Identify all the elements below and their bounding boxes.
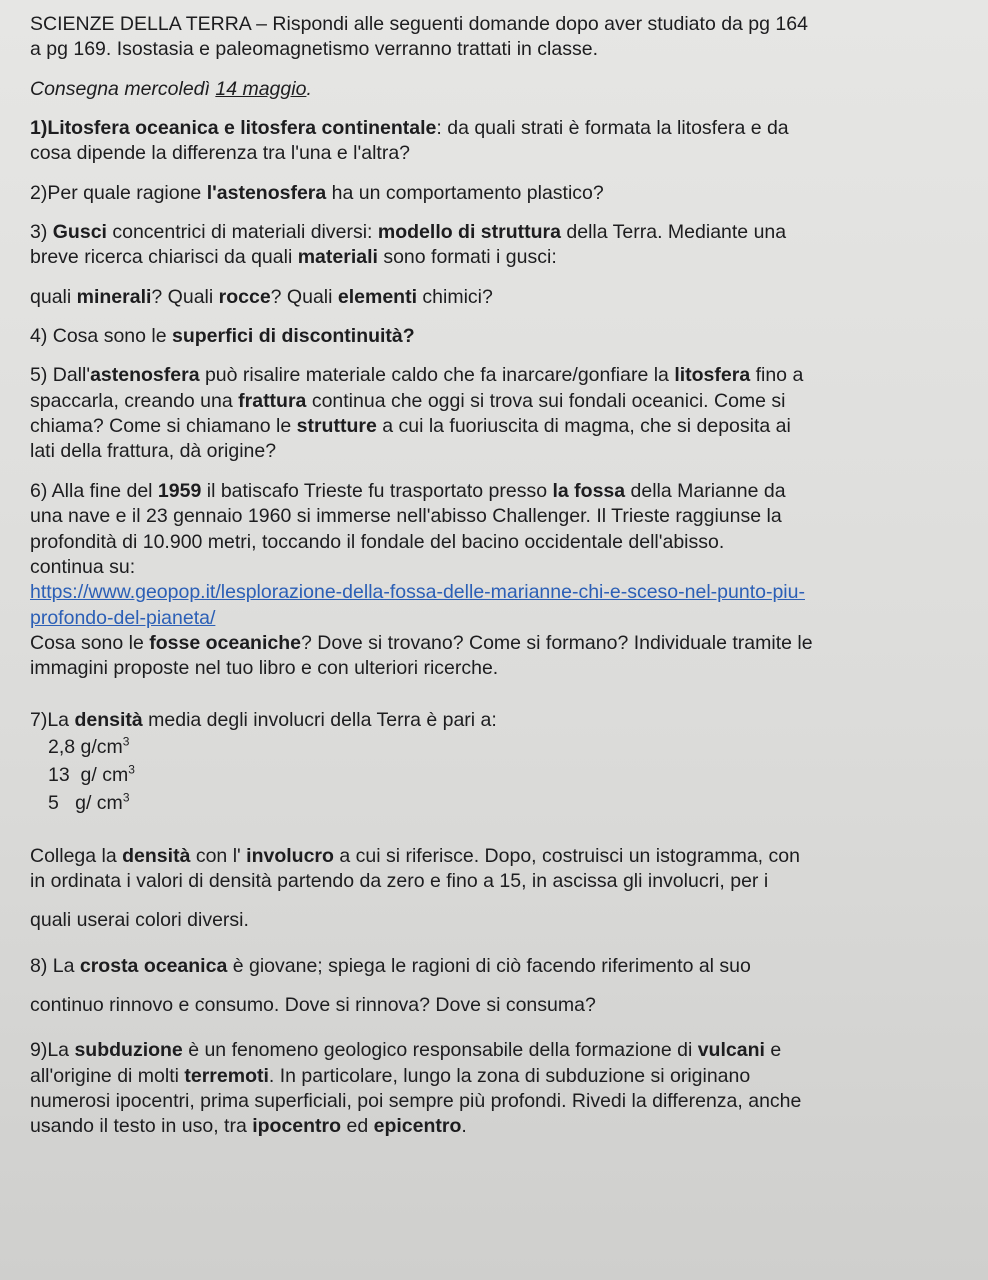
question-7: 7)La densità media degli involucri della Terra è pari a: 2,8 $g/cm^3$ 13 g/ $cm^3$ 5 g/ $cm^3$ Collega la densità con l' involucro a cui si riferisce. Dopo, costruisci un istogramma, con in ordinata i valori di densità partendo da zero e fino a 15, in ascissa gli involucri, per i quali userai colori diversi. (30, 708, 962, 934)
geopop-link-continued[interactable]: profondo-del-pianeta/ (30, 606, 216, 629)
deadline: Consegna mercoledì 14 maggio. (30, 77, 312, 100)
question-9: 9)La subduzione è un fenomeno geologico responsabile della formazione di vulcani e all'origine di molti terremoti. In particolare, lungo la zona di subduzione si originano numerosi ipocentri, prima superficiali, poi sempre più profondi. Rivedi la differenza, anche usando il testo in uso, tra ipocentro ed epicentro. (30, 1039, 802, 1138)
question-4: 4) Cosa sono le superfici di discontinuità? (30, 325, 415, 348)
question-1: 1)Litosfera oceanica e litosfera continentale: da quali strati è formata la litosfera e da cosa dipende la differenza tra l'una e l'altra? (30, 117, 789, 165)
geopop-link[interactable]: https://www.geopop.it/lesplorazione-della-fossa-delle-marianne-chi-e-sceso-nel-punto-piu- (30, 581, 805, 604)
question-2: 2)Per quale ragione l'astenosfera ha un comportamento plastico? (30, 181, 604, 204)
deadline-date: 14 maggio (215, 77, 307, 100)
header-title-line2: a pg 169. Isostasia e paleomagnetismo verranno trattati in classe. (30, 38, 598, 61)
question-6: 6) Alla fine del 1959 il batiscafo Trieste fu trasportato presso la fossa della Marianne da una nave e il 23 gennaio 1960 si immerse nell'abisso Challenger. Il Trieste raggiunse la profondità di 10.900 metri, toccando il fondale del bacino occidentale dell'abisso. continua su: https://www.geopop.it/lesplorazione-della-fossa-delle-marianne-chi-e-sceso-nel-punto-piu- profondo-del-pianeta/ Cosa sono le fosse oceaniche? Dove si trovano? Come si formano? Individuale tramite le immagini proposte nel tuo libro e con ulteriori ricerche. (30, 479, 813, 680)
density-list (30, 733, 962, 818)
density-item: 13 g/ $cm^3$ (48, 762, 135, 787)
density-item: 2,8 $g/cm^3$ (48, 734, 130, 758)
question-3: 3) Gusci concentrici di materiali diversi: modello di struttura della Terra. Mediante una breve ricerca chiarisci da quali materiali sono formati i gusci: quali minerali? Quali rocce? Quali elementi chimici? (30, 221, 787, 308)
question-8: 8) La crosta oceanica è giovane; spiega le ragioni di ciò facendo riferimento al suo continuo rinnovo e consumo. Dove si rinnova? Dove si consuma? (30, 954, 751, 1017)
question-5: 5) Dall'astenosfera può risalire materiale caldo che fa inarcare/gonfiare la litosfera fino a spaccarla, creando una frattura continua che oggi si trova sui fondali oceanici. Come si chiama? Come si chiamano le strutture a cui la fuoriuscita di magma, che si deposita ai lati della frattura, dà origine? (30, 364, 804, 463)
header-title-line1: SCIENZE DELLA TERRA – Rispondi alle seguenti domande dopo aver studiato da pg 164 (30, 13, 808, 35)
density-item: 5 g/ $cm^3$ (48, 790, 130, 815)
